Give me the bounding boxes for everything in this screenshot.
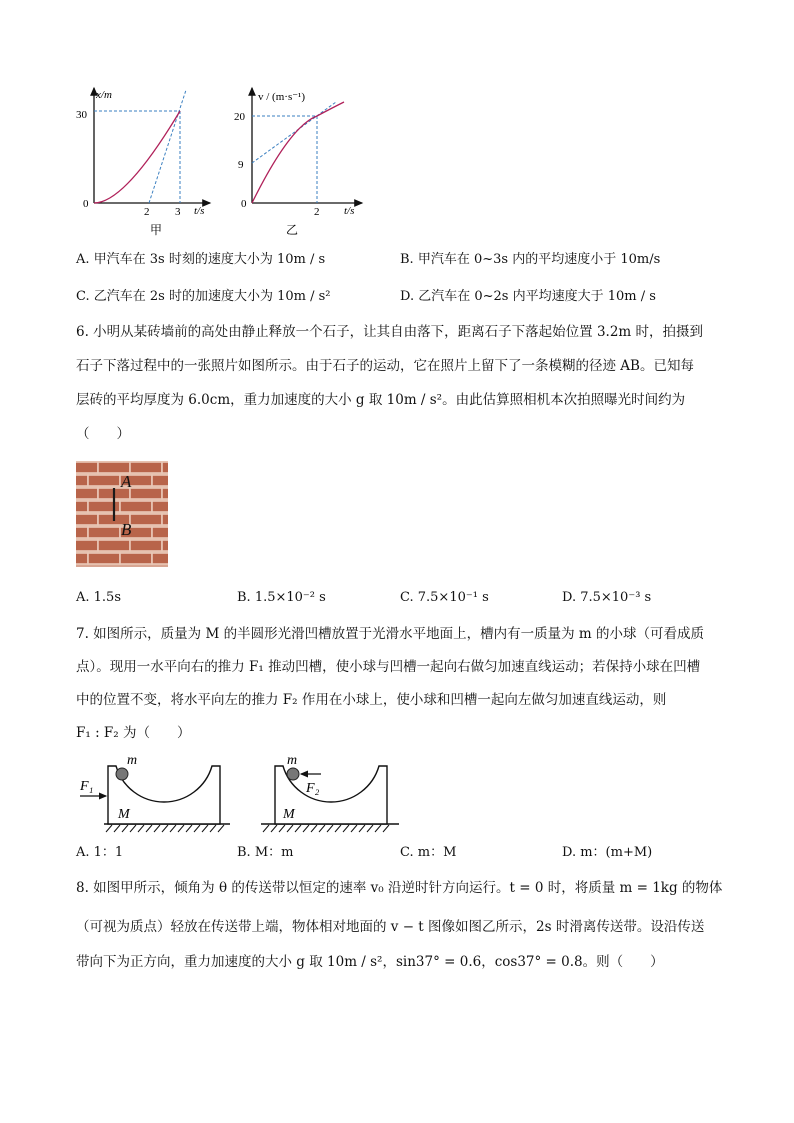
q7-line-3: 中的位置不变，将水平向左的推力 F₂ 作用在小球上，使小球和凹槽一起向左做匀加速直线运动，则: [76, 692, 667, 708]
groove-mass-label: M: [283, 807, 295, 822]
origin-label: 0: [241, 198, 247, 210]
q7-option-b: B. M：m: [237, 845, 294, 860]
q5-option-c: C. 乙汽车在 2s 时的加速度大小为 10m / s²: [76, 289, 331, 304]
graph-yi: [228, 82, 368, 242]
ball: [287, 768, 299, 780]
y-axis-label: x/m: [96, 89, 112, 101]
x-tick-2: 2: [144, 206, 150, 218]
x-axis-label: t/s: [194, 205, 205, 217]
x-tick-2: 2: [314, 206, 320, 218]
q6-option-c: C. 7.5×10⁻¹ s: [400, 590, 489, 605]
brick-wall-photo: [76, 461, 168, 567]
q6-line-2: 石子下落过程中的一张照片如图所示。由于石子的运动，它在照片上留下了一条模糊的径迹 AB。已知每: [76, 358, 694, 374]
q5-option-b: B. 甲汽车在 0~3s 内的平均速度小于 10m/s: [400, 252, 661, 267]
q8-line-3: 带向下为正方向，重力加速度的大小 g 取 10m / s²，sin37° = 0.6，cos37° = 0.8。则（ ）: [76, 954, 664, 970]
point-a-label: A: [121, 472, 132, 491]
q5-option-a: A. 甲汽车在 3s 时刻的速度大小为 10m / s: [76, 252, 326, 267]
q6-option-b: B. 1.5×10⁻² s: [237, 590, 326, 605]
q7-figure-1: [76, 752, 236, 836]
groove-mass-label: M: [118, 807, 130, 822]
point-b-label: B: [121, 520, 132, 539]
q7-line-1: 7. 如图所示，质量为 M 的半圆形光滑凹槽放置于光滑水平地面上，槽内有一质量为 m 的小球（可看成质: [76, 626, 704, 642]
force-label: F₂: [306, 781, 320, 796]
ball: [116, 768, 128, 780]
q5-option-d: D. 乙汽车在 0~2s 内平均速度大于 10m / s: [400, 289, 656, 304]
q6-line-1: 6. 小明从某砖墙前的高处由静止释放一个石子，让其自由落下，距离石子下落起始位置 3.2m 时，拍摄到: [76, 324, 704, 340]
q7-option-c: C. m：M: [400, 845, 457, 860]
force-label: F₁: [80, 779, 94, 794]
y-tick-30: 30: [76, 109, 87, 121]
position-curve: [94, 111, 180, 203]
ball-mass-label: m: [287, 753, 298, 768]
y-tick-9: 9: [238, 159, 244, 171]
graph-jia: [70, 82, 220, 242]
q8-line-2: （可视为质点）轻放在传送带上端，物体相对地面的 v − t 图像如图乙所示，2s 时滑离传送带。设沿传送: [76, 919, 705, 935]
q6-option-d: D. 7.5×10⁻³ s: [562, 590, 652, 605]
q6-option-a: A. 1.5s: [76, 590, 121, 605]
tangent-line: [252, 102, 336, 163]
x-tick-3: 3: [175, 206, 181, 218]
q7-line-4: F₁ : F₂ 为（ ）: [76, 725, 191, 741]
q7-line-2: 点）。现用一水平向右的推力 F₁ 推动凹槽，使小球与凹槽一起向右做匀加速直线运动；若保持小球在凹槽: [76, 659, 701, 675]
x-axis-label: t/s: [344, 205, 355, 217]
origin-label: 0: [83, 198, 89, 210]
q7-figure-2: [255, 752, 405, 836]
y-axis-label: v / (m·s⁻¹): [258, 91, 305, 103]
graph-jia-caption: 甲: [150, 223, 163, 237]
y-tick-20: 20: [234, 111, 245, 123]
q7-option-a: A. 1：1: [76, 845, 124, 860]
q7-option-d: D. m：(m+M): [562, 845, 653, 860]
q8-line-1: 8. 如图甲所示，倾角为 θ 的传送带以恒定的速率 v₀ 沿逆时针方向运行。t = 0 时，将质量 m = 1kg 的物体: [76, 880, 723, 896]
graph-yi-caption: 乙: [286, 223, 299, 237]
q6-line-3: 层砖的平均厚度为 6.0cm，重力加速度的大小 g 取 10m / s²。由此估算照相机本次拍照曝光时间约为: [76, 392, 686, 408]
q6-line-4: （ ）: [76, 426, 130, 442]
ball-mass-label: m: [127, 753, 138, 768]
